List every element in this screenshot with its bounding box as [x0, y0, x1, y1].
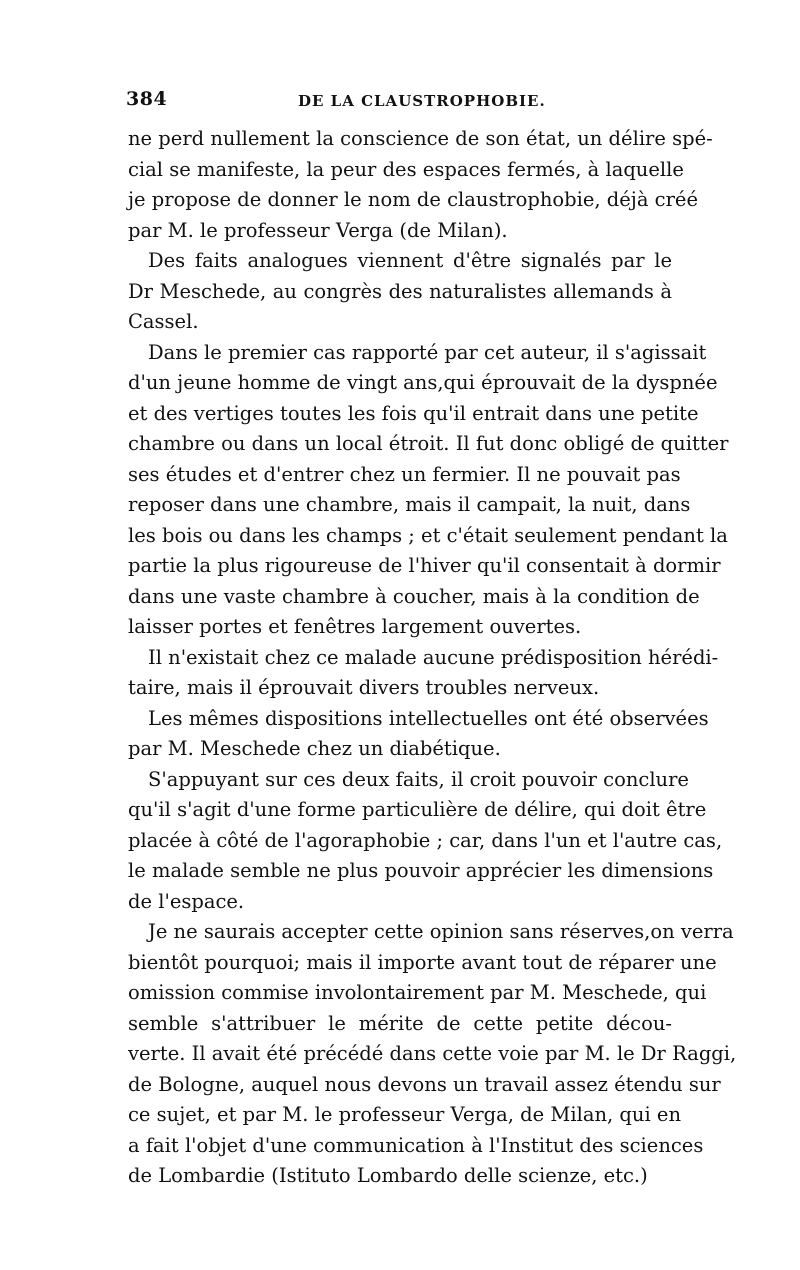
- text-line: semble s'attribuer le mérite de cette petite décou-: [128, 1011, 672, 1035]
- text-line: a fait l'objet d'une communication à l'Institut des sciences: [128, 1133, 704, 1157]
- paragraph: [128, 917, 737, 1192]
- text-line: laisser portes et fenêtres largement ouvertes.: [128, 615, 582, 638]
- text-line: Des faits analogues viennent d'être signalés par le: [148, 249, 672, 272]
- body-text: [128, 124, 737, 1192]
- text-line: par M. le professeur Verga (de Milan).: [128, 218, 508, 242]
- text-line: ses études et d'entrer chez un fermier. Il ne pouvait pas: [128, 462, 681, 486]
- paragraph: [128, 246, 672, 338]
- paragraph: [128, 338, 729, 643]
- text-line: verte. Il avait été précédé dans cette voie par M. le Dr Raggi,: [128, 1042, 737, 1065]
- page-number: 384: [126, 88, 168, 110]
- running-title: DE LA CLAUSTROPHOBIE.: [298, 92, 546, 110]
- text-line: cial se manifeste, la peur des espaces fermés, à laquelle: [128, 157, 684, 181]
- paragraph: [128, 704, 709, 765]
- text-line: Les mêmes dispositions intellectuelles ont été observées: [148, 706, 709, 730]
- paragraph: [128, 765, 723, 918]
- text-line: taire, mais il éprouvait divers troubles nerveux.: [128, 676, 600, 699]
- text-line: Dans le premier cas rapporté par cet auteur, il s'agissait: [148, 340, 707, 364]
- text-line: omission commise involontairement par M. Meschede, qui: [128, 981, 707, 1004]
- text-line: Je ne saurais accepter cette opinion sans réserves,on verra: [148, 920, 734, 943]
- text-line: chambre ou dans un local étroit. Il fut donc obligé de quitter: [128, 432, 729, 455]
- text-line: Il n'existait chez ce malade aucune prédisposition hérédi-: [148, 645, 719, 669]
- text-line: par M. Meschede chez un diabétique.: [128, 737, 501, 760]
- text-line: Cassel.: [128, 310, 199, 333]
- running-head: [128, 88, 672, 124]
- text-line: d'un jeune homme de vingt ans,qui éprouvait de la dyspnée: [128, 371, 718, 394]
- text-line: bientôt pourquoi; mais il importe avant tout de réparer une: [128, 950, 717, 974]
- text-line: Dr Meschede, au congrès des naturalistes allemands à: [128, 279, 672, 303]
- text-line: partie la plus rigoureuse de l'hiver qu'il consentait à dormir: [128, 554, 721, 577]
- text-line: ce sujet, et par M. le professeur Verga, de Milan, qui en: [128, 1103, 681, 1126]
- text-line: reposer dans une chambre, mais il campait, la nuit, dans: [128, 493, 691, 516]
- text-line: le malade semble ne plus pouvoir apprécier les dimensions: [128, 859, 714, 882]
- text-line: les bois ou dans les champs ; et c'était seulement pendant la: [128, 523, 728, 547]
- paragraph: [128, 124, 713, 246]
- text-line: qu'il s'agit d'une forme particulière de délire, qui doit être: [128, 798, 707, 821]
- text-line: de Lombardie (Istituto Lombardo delle scienze, etc.): [128, 1164, 648, 1187]
- text-line: dans une vaste chambre à coucher, mais à la condition de: [128, 584, 700, 608]
- text-line: de l'espace.: [128, 889, 245, 913]
- text-line: ne perd nullement la conscience de son état, un délire spé-: [128, 127, 713, 150]
- text-line: placée à côté de l'agoraphobie ; car, dans l'un et l'autre cas,: [128, 828, 723, 852]
- paragraph: [128, 643, 719, 704]
- text-line: de Bologne, auquel nous devons un travail assez étendu sur: [128, 1072, 721, 1096]
- text-line: et des vertiges toutes les fois qu'il entrait dans une petite: [128, 401, 699, 425]
- book-page: [126, 88, 737, 1192]
- text-line: S'appuyant sur ces deux faits, il croit pouvoir conclure: [148, 767, 689, 791]
- text-line: je propose de donner le nom de claustrophobie, déjà créé: [128, 188, 699, 211]
